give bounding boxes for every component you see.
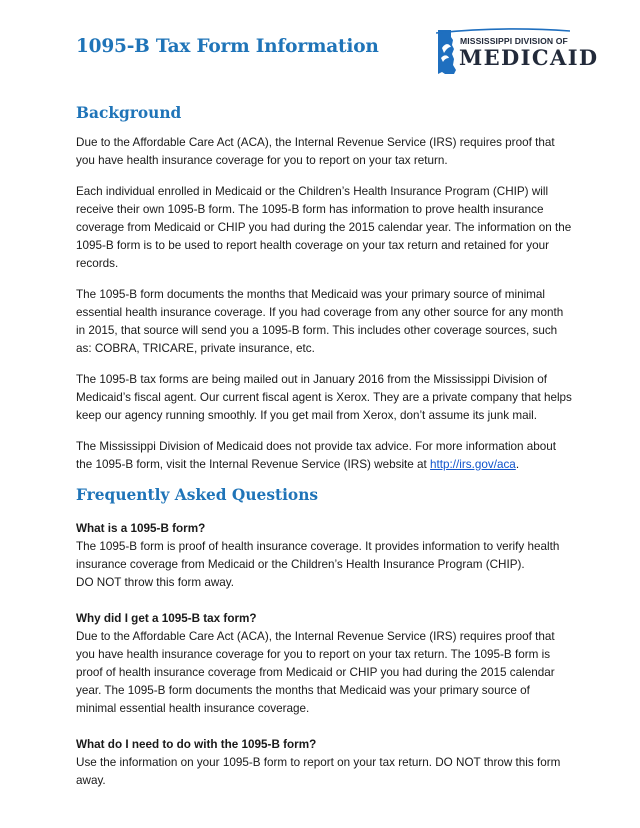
faq-question: What is a 1095-B form? [76,522,206,535]
faq-section [76,486,572,790]
faq-question: Why did I get a 1095-B tax form? [76,612,257,625]
background-paragraph-5 [76,438,572,474]
document-body [76,104,572,808]
sentence-end: . [515,458,520,471]
faq-item [76,520,572,592]
faq-answer: Due to the Affordable Care Act (ACA), the Internal Revenue Service (IRS) requires proof that you have health insurance coverage for you to report on your tax return. The 1095-B form is proof of health insurance coverage from Medicaid or CHIP you had during the 2015 calendar year. The 1095-B form documents the months that Medicaid was your primary source of minimal essential health insurance coverage. [76,630,555,715]
background-paragraph-2: Each individual enrolled in Medicaid or the Children’s Health Insurance Program (CHIP) will receive their own 1095-B form. The 1095-B form has information to prove health insurance coverage from Medicaid or CHIP you had during the 2015 calendar year. The information on the 1095-B form is to be used to report health coverage on your tax return and retained for your records. [76,185,572,270]
tax-advice-text: The Mississippi Division of Medicaid does not provide tax advice. For more information about the 1095-B form, visit the Internal Revenue Service (IRS) website at [76,440,557,471]
faq-heading: Frequently Asked Questions [76,486,319,504]
background-paragraph-4: The 1095-B tax forms are being mailed out in January 2016 from the Mississippi Division of Medicaid’s fiscal agent. Our current fiscal agent is Xerox. They are a private company that helps keep our agency running smoothly. If you get mail from Xerox, don’t assume its junk mail. [76,373,572,422]
background-paragraph-3: The 1095-B form documents the months that Medicaid was your primary source of minimal essential health insurance coverage. If you had coverage from any other source for any month in 2015, that source will send you a 1095-B form. This includes other coverage sources, such as: COBRA, TRICARE, private insurance, etc. [76,288,564,355]
faq-answer: The 1095-B form is proof of health insurance coverage. It provides information to verify health insurance coverage from Medicaid or the Children’s Health Insurance Program (CHIP). [76,540,560,571]
logo-swoosh-icon [436,28,570,34]
logo-line-2: MEDICAID [459,45,599,70]
faq-question: What do I need to do with the 1095-B form? [76,738,317,751]
mississippi-state-hands-icon [436,28,458,76]
medicaid-logo [436,28,599,76]
background-heading: Background [76,104,182,122]
background-section [76,104,572,474]
logo-line-1: MISSISSIPPI DIVISION OF [460,36,568,46]
background-paragraph-1: Due to the Affordable Care Act (ACA), the Internal Revenue Service (IRS) requires proof that you have health insurance coverage for you to report on your tax return. [76,136,555,167]
page-title: 1095-B Tax Form Information [76,36,379,57]
faq-item [76,736,572,790]
faq-item [76,610,572,718]
irs-website-link[interactable]: http://irs.gov/aca [430,458,516,471]
faq-answer-note: DO NOT throw this form away. [76,576,235,589]
faq-answer: Use the information on your 1095-B form to report on your tax return. DO NOT throw this form away. [76,756,561,787]
